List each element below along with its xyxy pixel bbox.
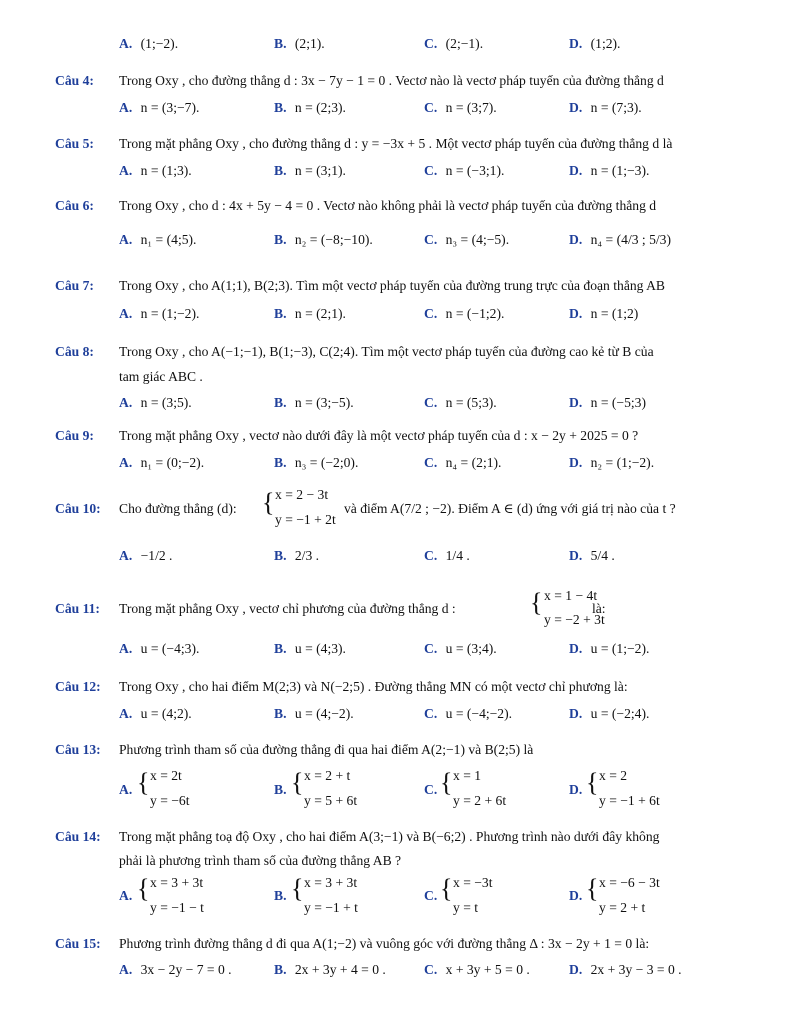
q15-option-d: D. 2x + 3y − 3 = 0 . (569, 962, 682, 977)
q13-option-d-letter: D. (569, 782, 583, 797)
q5-option-d: D. n = (1;−3). (569, 163, 650, 178)
q9-option-d: D. n₂ = (1;−2). (569, 455, 655, 470)
q14-option-b-line2: y = −1 + t (304, 900, 358, 915)
q10-system-line1: x = 2 − 3t (275, 487, 329, 502)
q13-option-c-line2: y = 2 + 6t (453, 793, 507, 808)
q11-stem-b: là: (592, 601, 606, 616)
q10-stem-a: Cho đường thẳng (d): (119, 501, 237, 516)
q8-option-d: D. n = (−5;3) (569, 395, 646, 410)
q14-label: Câu 14: (55, 829, 101, 844)
q11-option-b: B. u = (4;3). (274, 641, 346, 656)
q5-option-c: C. n = (−3;1). (424, 163, 505, 178)
q13-option-c-letter: C. (424, 782, 438, 797)
q14-option-c-brace: { (440, 874, 453, 903)
q14-option-b-letter: B. (274, 888, 287, 903)
q15-option-c: C. x + 3y + 5 = 0 . (424, 962, 530, 977)
q10-option-d: D. 5/4 . (569, 548, 615, 563)
q4-option-a: A. n = (3;−7). (119, 100, 200, 115)
q11-stem-a: Trong mặt phẳng Oxy , vectơ chỉ phương của đường thẳng d : (119, 601, 456, 616)
q4-label: Câu 4: (55, 73, 94, 88)
q14-option-c-line1: x = −3t (453, 875, 493, 890)
q14-stem-line2: phải là phương trình tham số của đường thẳng AB ? (119, 853, 402, 868)
q12-option-b: B. u = (4;−2). (274, 706, 354, 721)
q15-option-a: A. 3x − 2y − 7 = 0 . (119, 962, 232, 977)
q14-option-a-line1: x = 3 + 3t (150, 875, 204, 890)
q14-option-d-letter: D. (569, 888, 583, 903)
q14-option-c-line2: y = t (453, 900, 479, 915)
q13-stem: Phương trình tham số của đường thẳng đi qua hai điểm A(2;−1) và B(2;5) là (119, 742, 534, 757)
q13-option-c-brace: { (440, 768, 453, 797)
q13-option-b-brace: { (291, 768, 304, 797)
q8-label: Câu 8: (55, 344, 94, 359)
q6-stem: Trong Oxy , cho d : 4x + 5y − 4 = 0 . Vectơ nào không phải là vectơ pháp tuyến của đường thẳng d (119, 198, 657, 213)
q14-option-c-letter: C. (424, 888, 438, 903)
q13-option-d-line1: x = 2 (599, 768, 628, 783)
q14-option-d-line1: x = −6 − 3t (599, 875, 660, 890)
q8-option-b: B. n = (3;−5). (274, 395, 354, 410)
q6-option-c: C. n₃ = (4;−5). (424, 232, 510, 247)
q13-label: Câu 13: (55, 742, 101, 757)
q15-option-b: B. 2x + 3y + 4 = 0 . (274, 962, 386, 977)
q12-option-a: A. u = (4;2). (119, 706, 192, 721)
q7-label: Câu 7: (55, 278, 94, 293)
q8-stem-line2: tam giác ABC . (119, 369, 203, 384)
q7-option-c: C. n = (−1;2). (424, 306, 505, 321)
q13-option-b-line1: x = 2 + t (304, 768, 351, 783)
q10-system-line2: y = −1 + 2t (275, 512, 336, 527)
q8-stem-line1: Trong Oxy , cho A(−1;−1), B(1;−3), C(2;4). Tìm một vectơ pháp tuyến của đường cao kẻ từ B của (119, 344, 654, 359)
q9-option-c: C. n₄ = (2;1). (424, 455, 502, 470)
q4-option-b: B. n = (2;3). (274, 100, 346, 115)
q9-label: Câu 9: (55, 428, 94, 443)
q10-brace: { (262, 488, 275, 517)
q6-option-b: B. n₂ = (−8;−10). (274, 232, 373, 247)
q3-option-d: D. (1;2). (569, 36, 621, 51)
q10-option-b: B. 2/3 . (274, 548, 320, 563)
q11-system-line2: y = −2 + 3t (544, 612, 605, 627)
q14-option-a-letter: A. (119, 888, 133, 903)
q14-option-a-brace: { (137, 874, 150, 903)
q14-option-d-brace: { (586, 874, 599, 903)
q5-option-b: B. n = (3;1). (274, 163, 346, 178)
q6-option-a: A. n₁ = (4;5). (119, 232, 197, 247)
q4-option-c: C. n = (3;7). (424, 100, 497, 115)
q12-option-d: D. u = (−2;4). (569, 706, 650, 721)
q14-option-b-brace: { (291, 874, 304, 903)
q15-stem: Phương trình đường thẳng d đi qua A(1;−2) và vuông góc với đường thẳng Δ : 3x − 2y + 1 = 0 là: (119, 936, 650, 951)
q5-label: Câu 5: (55, 136, 94, 151)
q9-stem: Trong mặt phẳng Oxy , vectơ nào dưới đây là một vectơ pháp tuyến của d : x − 2y + 2025 = 0 ? (119, 428, 639, 443)
q15-label: Câu 15: (55, 936, 101, 951)
q3-option-b: B. (2;1). (274, 36, 325, 51)
q9-option-a: A. n₁ = (0;−2). (119, 455, 205, 470)
q6-option-d: D. n₄ = (4/3 ; 5/3) (569, 232, 671, 247)
q14-option-b-line1: x = 3 + 3t (304, 875, 358, 890)
q13-option-d-brace: { (586, 768, 599, 797)
q11-option-a: A. u = (−4;3). (119, 641, 200, 656)
q11-brace: { (530, 588, 543, 617)
q7-option-d: D. n = (1;2) (569, 306, 639, 321)
q10-option-a: A. −1/2 . (119, 548, 173, 563)
q5-stem: Trong mặt phẳng Oxy , cho đường thẳng d : y = −3x + 5 . Một vectơ pháp tuyến của đường thẳng d là (119, 136, 673, 151)
q4-option-d: D. n = (7;3). (569, 100, 642, 115)
q11-label: Câu 11: (55, 601, 100, 616)
q13-option-c-line1: x = 1 (453, 768, 482, 783)
q13-option-b-line2: y = 5 + 6t (304, 793, 358, 808)
q13-option-b-letter: B. (274, 782, 287, 797)
q13-option-d-line2: y = −1 + 6t (599, 793, 660, 808)
q8-option-c: C. n = (5;3). (424, 395, 497, 410)
q14-option-d-line2: y = 2 + t (599, 900, 646, 915)
q13-option-a-brace: { (137, 768, 150, 797)
q3-option-a: A. (1;−2). (119, 36, 179, 51)
q12-stem: Trong Oxy , cho hai điểm M(2;3) và N(−2;5) . Đường thẳng MN có một vectơ chỉ phương là: (119, 679, 628, 694)
q3-option-c: C. (2;−1). (424, 36, 484, 51)
q13-option-a-letter: A. (119, 782, 133, 797)
q10-option-c: C. 1/4 . (424, 548, 470, 563)
q5-option-a: A. n = (1;3). (119, 163, 192, 178)
q14-option-a-line2: y = −1 − t (150, 900, 204, 915)
q11-option-c: C. u = (3;4). (424, 641, 497, 656)
q6-label: Câu 6: (55, 198, 94, 213)
q12-label: Câu 12: (55, 679, 101, 694)
q10-label: Câu 10: (55, 501, 101, 516)
q8-option-a: A. n = (3;5). (119, 395, 192, 410)
q11-option-d: D. u = (1;−2). (569, 641, 650, 656)
q12-option-c: C. u = (−4;−2). (424, 706, 513, 721)
q13-option-a-line1: x = 2t (150, 768, 182, 783)
q10-stem-b: và điểm A(7/2 ; −2). Điểm A ∈ (d) ứng với giá trị nào của t ? (344, 501, 676, 516)
q4-stem: Trong Oxy , cho đường thẳng d : 3x − 7y − 1 = 0 . Vectơ nào là vectơ pháp tuyến của đường thẳng d (119, 73, 664, 88)
q14-stem-line1: Trong mặt phẳng toạ độ Oxy , cho hai điểm A(3;−1) và B(−6;2) . Phương trình nào dưới đây không (119, 829, 660, 844)
q7-option-a: A. n = (1;−2). (119, 306, 200, 321)
q11-system-line1: x = 1 − 4t (544, 588, 598, 603)
q7-option-b: B. n = (2;1). (274, 306, 346, 321)
q7-stem: Trong Oxy , cho A(1;1), B(2;3). Tìm một vectơ pháp tuyến của đường trung trực của đoạn thẳng AB (119, 278, 665, 293)
q9-option-b: B. n₃ = (−2;0). (274, 455, 359, 470)
q13-option-a-line2: y = −6t (150, 793, 190, 808)
